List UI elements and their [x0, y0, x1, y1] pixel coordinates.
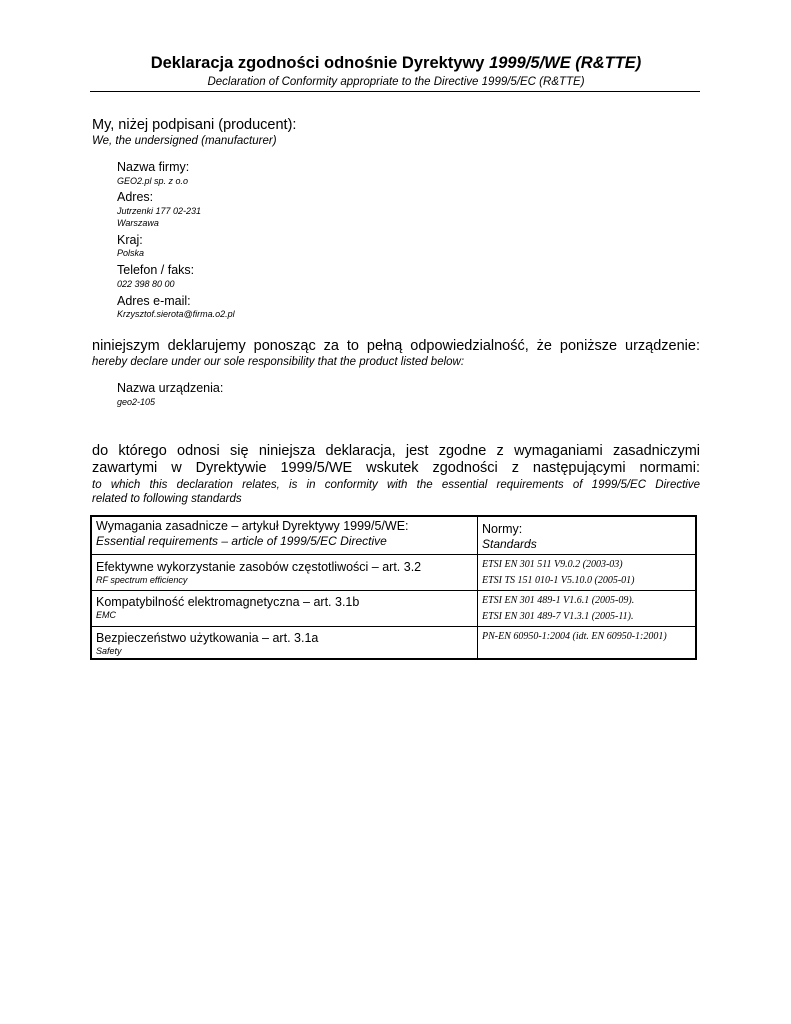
table-header-row	[91, 516, 696, 554]
phone-label: Telefon / faks:	[117, 263, 195, 277]
standard-item: ETSI EN 301 511 V9.0.2 (2003-03)	[482, 558, 623, 570]
declaration-text: niniejszym deklarujemy ponosząc za to pełną odpowiedzialność, że poniższe urządzenie:	[92, 338, 700, 354]
country-value: Polska	[117, 248, 145, 258]
requirement-text: Kompatybilność elektromagnetyczna – art. 3.1b	[96, 594, 360, 609]
company-value: GEO2.pl sp. z o.o	[117, 176, 189, 186]
country-label: Kraj:	[117, 233, 143, 247]
standard-item: ETSI EN 301 489-1 V1.6.1 (2005-09).	[482, 594, 635, 606]
standard-item: ETSI TS 151 010-1 V5.10.0 (2005-01)	[482, 574, 635, 586]
company-label: Nazwa firmy:	[117, 160, 190, 174]
producer-heading-en: We, the undersigned (manufacturer)	[92, 135, 277, 147]
standards-cell	[478, 554, 697, 590]
title-main: Deklaracja zgodności odnośnie Dyrektywy	[150, 54, 490, 72]
header-requirements-cell	[91, 516, 478, 554]
header-requirements: Wymagania zasadnicze – artykuł Dyrektywy 1999/5/WE:	[96, 519, 409, 533]
address-line1: Jutrzenki 177 02-231	[117, 206, 202, 216]
requirement-text: Bezpieczeństwo użytkowania – art. 3.1a	[96, 630, 319, 645]
standards-cell	[478, 626, 697, 659]
conformity-line-1: do którego odnosi się niniejsza deklaracja, jest zgodne z wymaganiami zasadniczymi	[92, 443, 700, 459]
requirement-cell	[91, 626, 478, 659]
device-value: geo2-105	[117, 397, 156, 407]
requirement-cell	[91, 590, 478, 626]
header-standards-cell	[478, 516, 697, 554]
requirement-text-en: Safety	[96, 645, 122, 656]
requirement-text-en: RF spectrum efficiency	[96, 574, 188, 585]
phone-value: 022 398 80 00	[117, 279, 175, 289]
address-line2: Warszawa	[117, 218, 159, 228]
address-label: Adres:	[117, 190, 154, 204]
standards-table	[90, 515, 697, 660]
producer-heading: My, niżej podpisani (producent):	[92, 117, 297, 133]
header-divider	[90, 91, 700, 92]
header-standards-en: Standards	[482, 537, 537, 551]
standard-item: ETSI EN 301 489-7 V1.3.1 (2005-11).	[482, 610, 634, 622]
standards-cell	[478, 590, 697, 626]
declaration-text-en: hereby declare under our sole responsibility that the product listed below:	[92, 356, 465, 368]
table-row	[91, 590, 696, 626]
standard-item: PN-EN 60950-1:2004 (idt. EN 60950-1:2001)	[482, 630, 667, 642]
requirement-text: Efektywne wykorzystanie zasobów częstotliwości – art. 3.2	[96, 559, 422, 574]
document-subtitle: Declaration of Conformity appropriate to the Directive 1999/5/EC (R&TTE)	[207, 76, 585, 88]
title-directive: 1999/5/WE (R&TTE)	[489, 54, 642, 72]
conformity-en-line-1: to which this declaration relates, is in conformity with the essential requirements of 1999/5/EC Directive	[92, 479, 700, 491]
document-title	[92, 54, 700, 73]
table-row	[91, 554, 696, 590]
email-value: Krzysztof.sierota@firma.o2.pl	[117, 309, 235, 319]
requirement-cell	[91, 554, 478, 590]
requirement-text-en: EMC	[96, 609, 116, 620]
header-standards: Normy:	[482, 522, 523, 536]
conformity-line-2: zawartymi w Dyrektywie 1999/5/WE wskutek zgodności z następującymi normami:	[92, 460, 700, 476]
email-label: Adres e-mail:	[117, 294, 191, 308]
conformity-en-line-2: related to following standards	[92, 493, 242, 505]
header-requirements-en: Essential requirements – article of 1999/5/EC Directive	[96, 534, 387, 548]
table-row	[91, 626, 696, 659]
device-label: Nazwa urządzenia:	[117, 381, 224, 395]
